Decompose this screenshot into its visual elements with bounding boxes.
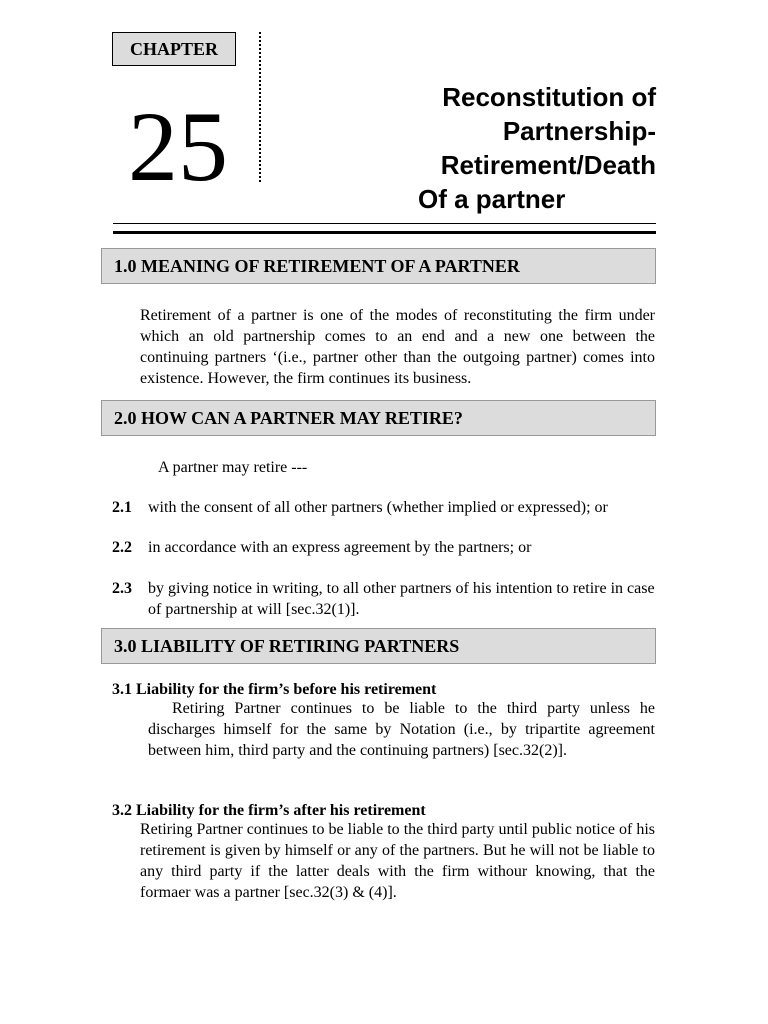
- header-rule-thin: [113, 223, 656, 224]
- subsection-text-3-2: Retiring Partner continues to be liable to the third party until public notice of his retirement is given by himself or any of the partners. But he will not be liable to any third party if the latter deals with the firm withour knowing, that the formaer was a partner [sec.32(3) & (4)].: [140, 821, 655, 901]
- item-text-2-3: by giving notice in writing, to all other partners of his intention to retire in case of partnership at will [sec.32(1)].: [148, 580, 655, 618]
- item-number-2-1: 2.1: [112, 499, 132, 516]
- chapter-number: 25: [128, 91, 228, 202]
- title-line-1: Reconstitution of: [442, 82, 656, 112]
- item-text-2-2: in accordance with an express agreement by the partners; or: [148, 539, 532, 556]
- section-heading-2: 2.0 HOW CAN A PARTNER MAY RETIRE?: [101, 400, 656, 436]
- chapter-title: [400, 80, 656, 216]
- title-line-3: Retirement/Death: [440, 150, 656, 180]
- subsection-title-3-2: 3.2 Liability for the firm’s after his retirement: [112, 802, 426, 819]
- header-rule-thick: [113, 231, 656, 234]
- section-heading-1: 1.0 MEANING OF RETIREMENT OF A PARTNER: [101, 248, 656, 284]
- chapter-label: CHAPTER: [112, 32, 236, 66]
- title-line-2: Partnership-: [502, 116, 656, 146]
- title-line-4: Of a partner: [418, 184, 566, 214]
- section-heading-3: 3.0 LIABILITY OF RETIRING PARTNERS: [101, 628, 656, 664]
- subsection-title-3-1: 3.1 Liability for the firm’s before his retirement: [112, 681, 437, 698]
- item-text-2-1: with the consent of all other partners (whether implied or expressed); or: [148, 499, 608, 516]
- dotted-divider: [259, 32, 263, 182]
- item-number-2-2: 2.2: [112, 539, 132, 556]
- item-number-2-3: 2.3: [112, 580, 132, 597]
- section-1-body: Retirement of a partner is one of the modes of reconstituting the firm under which an old partnership comes to an end and a new one between the continuing partners ‘(i.e., partner other than the outgoing partner) comes into existence. However, the firm continues its business.: [140, 307, 655, 387]
- subsection-text-3-1: Retiring Partner continues to be liable to the third party unless he discharges himself for the same by Notation (i.e., by tripartite agreement between him, third party and the continuing partners) [sec.32(2)].: [148, 700, 655, 759]
- section-2-intro: A partner may retire ---: [158, 459, 308, 476]
